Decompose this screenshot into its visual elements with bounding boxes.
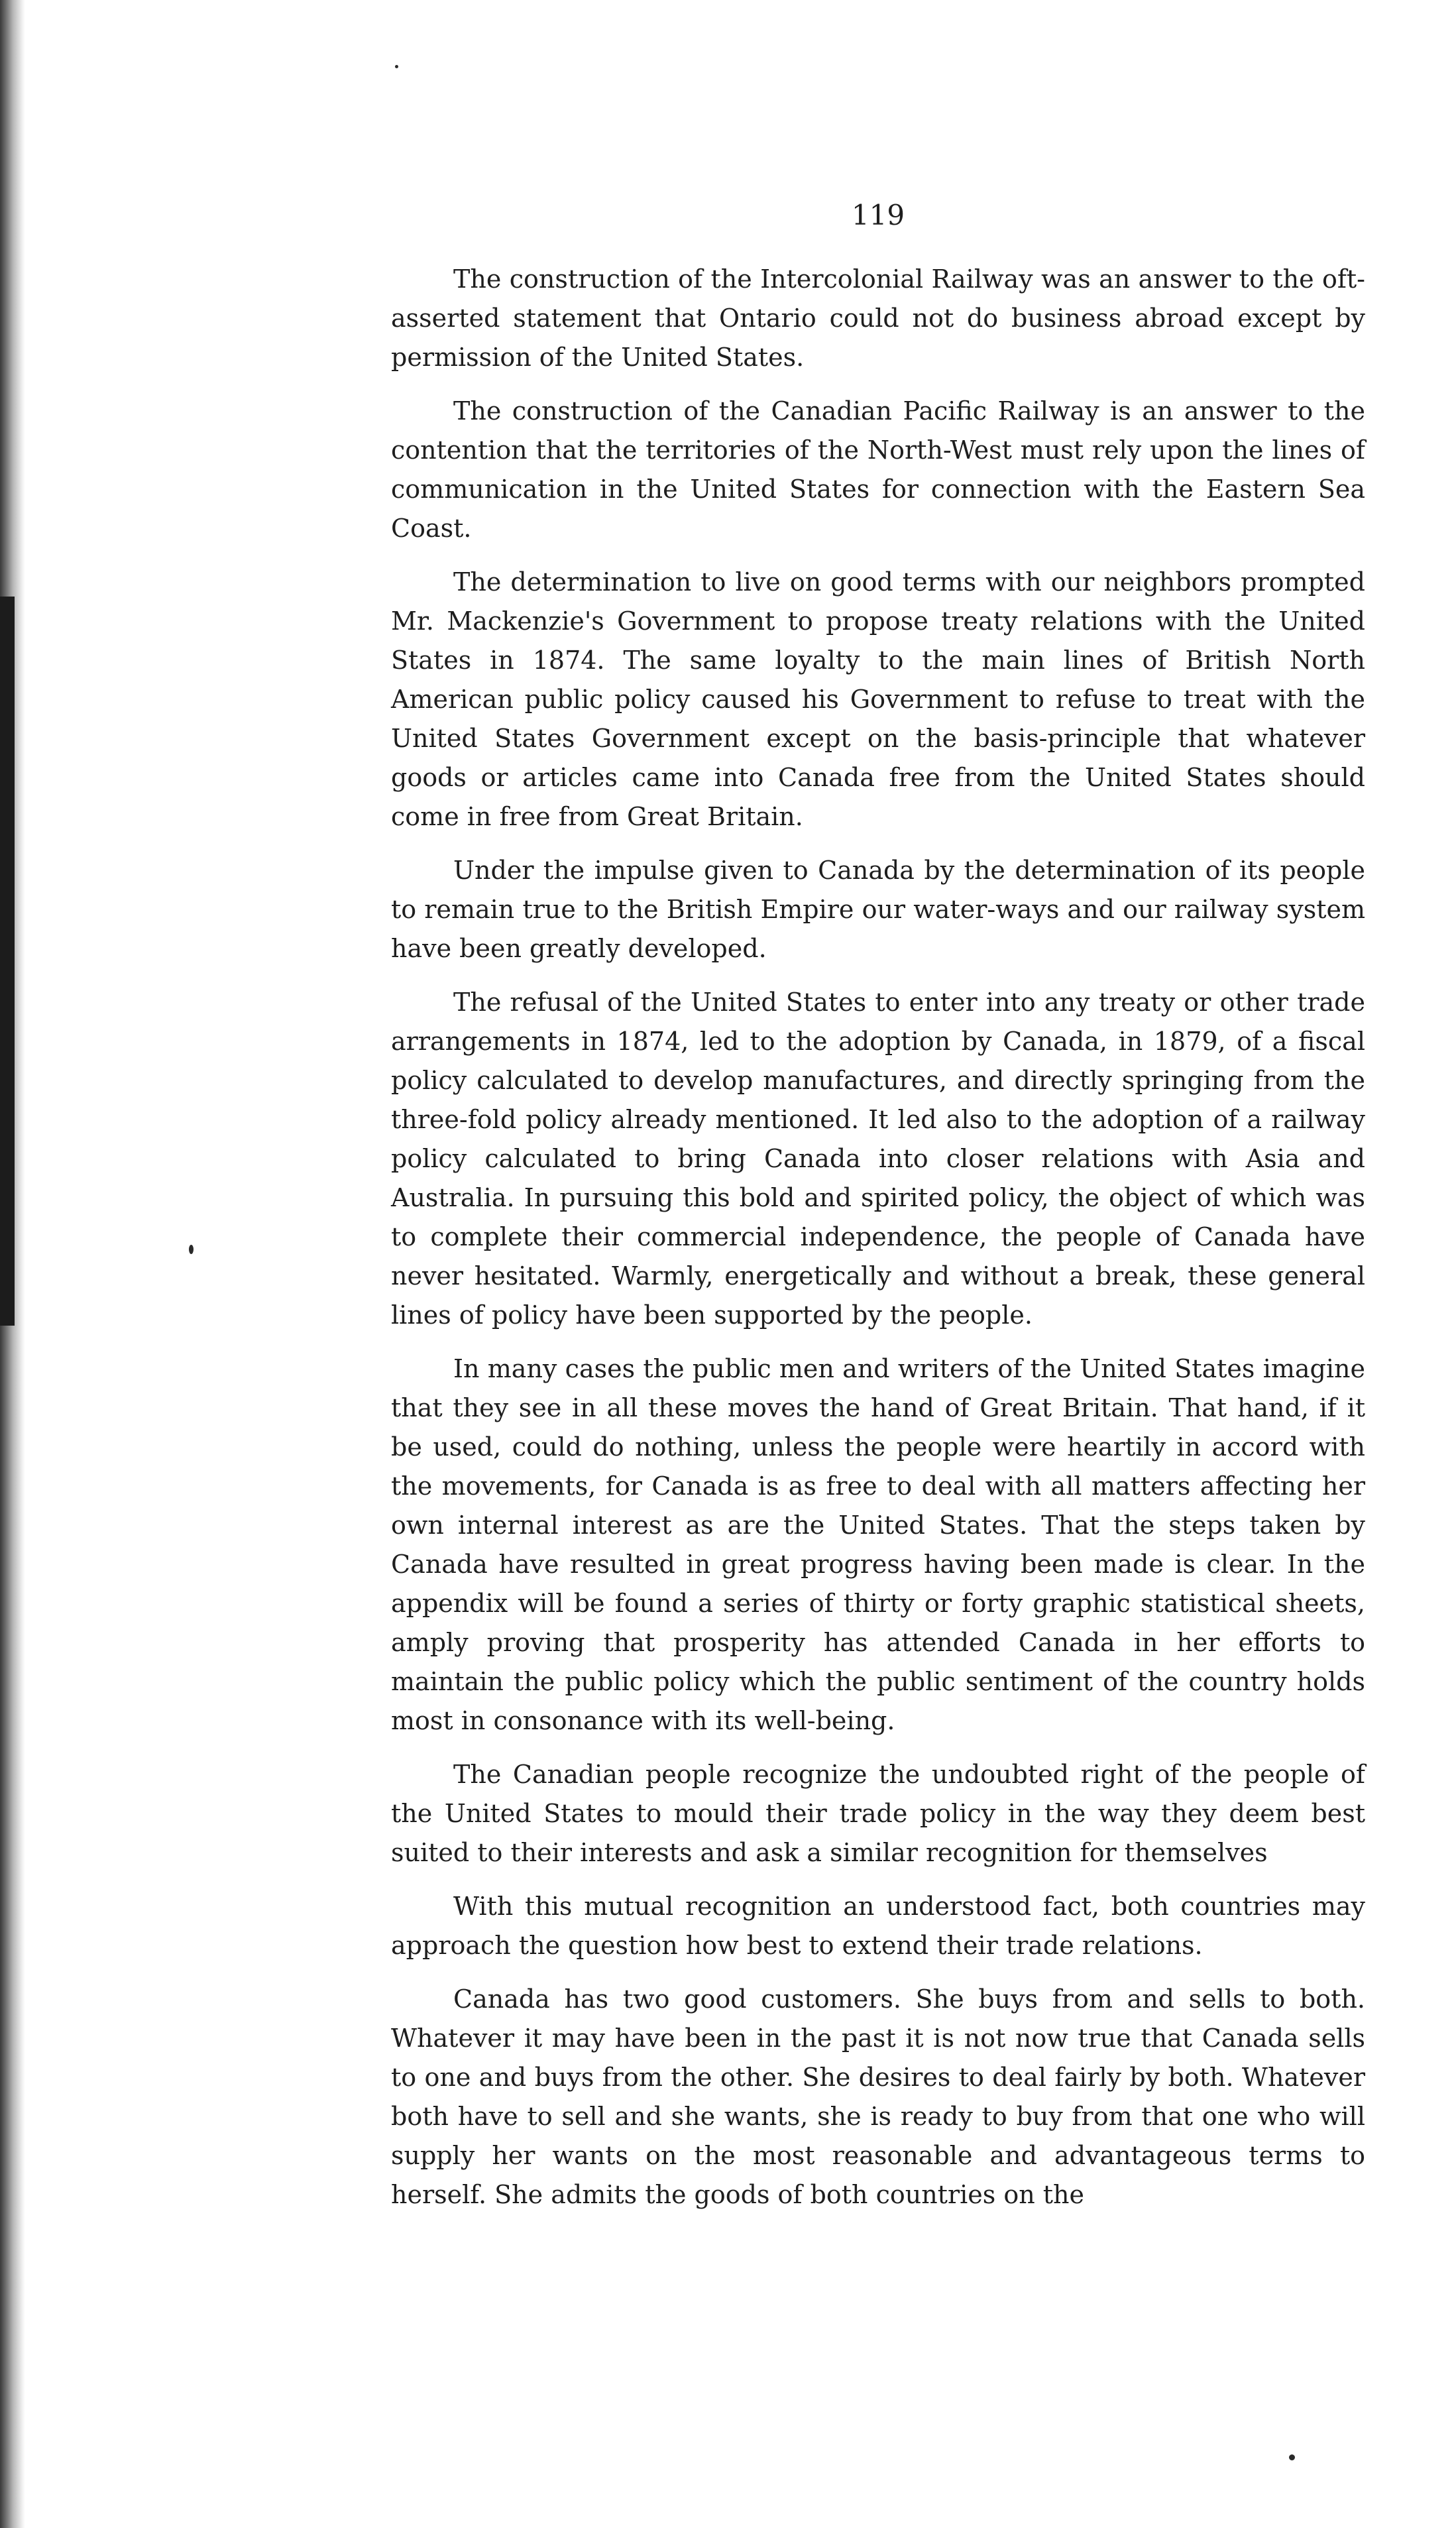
stray-ink-mark [395, 65, 398, 68]
stray-ink-mark [1289, 2454, 1295, 2460]
paragraph-mutual-recognition: With this mutual recognition an understood fact, both countries may approach the question how best to extend their trade relations. [391, 1892, 1365, 1961]
paragraph-intercolonial-railway: The construction of the Intercolonial Railway was an answer to the oft-asserted statement that Ontario could not do business abroad except by permission of the United States. [391, 264, 1365, 373]
stray-ink-mark [189, 1245, 194, 1254]
page-number: 119 [851, 199, 905, 231]
paragraph-water-ways-railway: Under the impulse given to Canada by the determination of its people to remain true to the British Empire our water-ways and our railway system have been greatly developed. [391, 856, 1365, 964]
paragraph-treaty-relations-1874: The determination to live on good terms with our neighbors prompted Mr. Mackenzie's Government to propose treaty relations with the United States in 1874. The same loyalty to the main lines of British North American public policy caused his Government to refuse to treat with the United States Government except on the basis-principle that whatever goods or articles came into Canada free from the United States should come in free from Great Britain. [391, 567, 1365, 832]
paragraph-fiscal-policy-1879: The refusal of the United States to enter into any treaty or other trade arrangements in 1874, led to the adoption by Canada, in 1879, of a fiscal policy calculated to develop manufactures, and directly springing from the three-fold policy already mentioned. It led also to the adoption of a railway policy calculated to bring Canada into closer relations with Asia and Australia. In pursuing this bold and spirited policy, the object of which was to complete their commercial independence, the people of Canada have never hesitated. Warmly, energetically and without a break, these general lines of policy have been supported by the people. [391, 988, 1365, 1330]
paragraph-hand-of-great-britain: In many cases the public men and writers of the United States imagine that they see in all these moves the hand of Great Britain. That hand, if it be used, could do nothing, unless the people were heartily in accord with the movements, for Canada is as free to deal with all matters affecting her own internal interest as are the United States. That the steps taken by Canada have resulted in great progress having been made is clear. In the appendix will be found a series of thirty or forty graphic statistical sheets, amply proving that prosperity has attended Canada in her efforts to maintain the public policy which the public sentiment of the country holds most in consonance with its well-being. [391, 1354, 1365, 1736]
paragraph-canadian-pacific-railway: The construction of the Canadian Pacific Railway is an answer to the contention that the territories of the North-West must rely upon the lines of communication in the United States for connection with the Eastern Sea Coast. [391, 396, 1365, 544]
paragraph-mutual-right: The Canadian people recognize the undoubted right of the people of the United States to mould their trade policy in the way they deem best suited to their interests and ask a similar recognition for themselves [391, 1760, 1365, 1868]
paragraph-two-customers: Canada has two good customers. She buys from and sells to both. Whatever it may have been in the past it is not now true that Canada sells to one and buys from the other. She desires to deal fairly by both. Whatever both have to sell and she wants, she is ready to buy from that one who will supply her wants on the most reasonable and advantageous terms to herself. She admits the goods of both countries on the [391, 1984, 1365, 2210]
scan-binding-shadow [0, 597, 15, 1326]
document-page [391, 199, 1365, 2353]
